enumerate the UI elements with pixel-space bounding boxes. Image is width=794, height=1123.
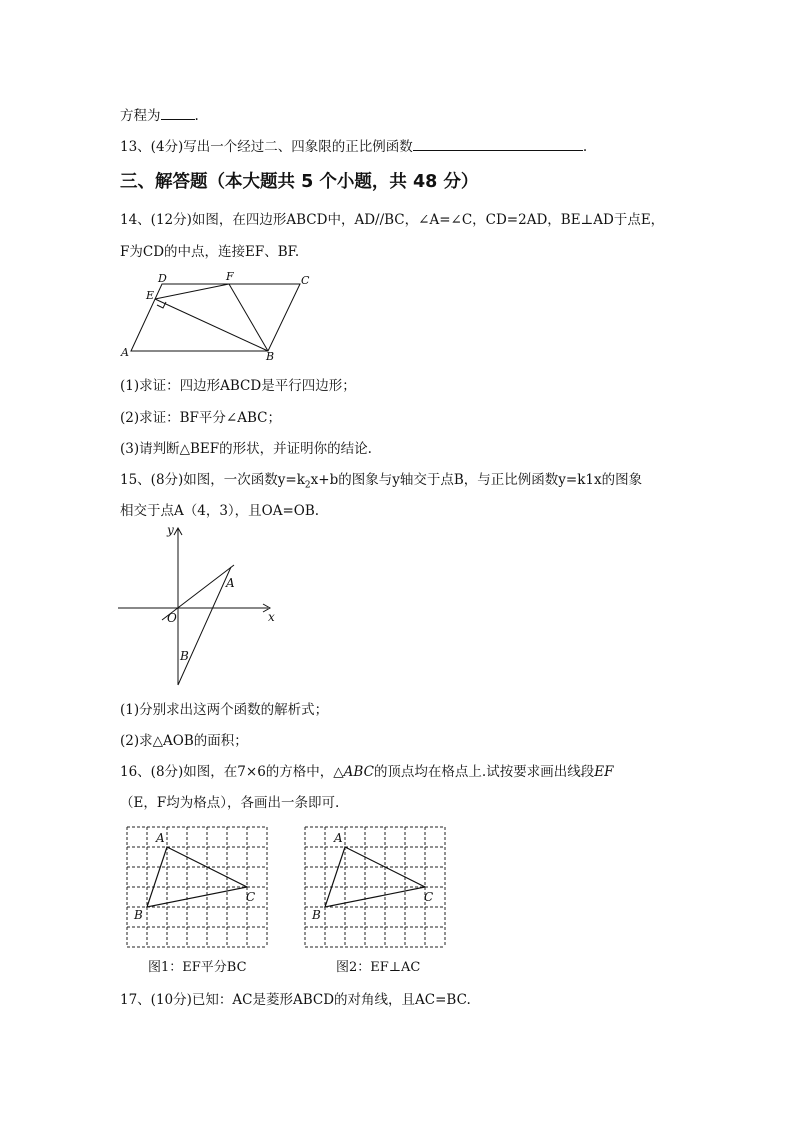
answer-blank xyxy=(161,107,195,120)
q14-sub1: (1)求证：四边形ABCD是平行四边形； xyxy=(120,378,356,394)
label-a: A xyxy=(156,831,165,845)
q14-sub2: (2)求证：BF平分∠ABC； xyxy=(120,410,281,426)
caption-1: 图1：EF平分BC xyxy=(148,960,247,975)
triangle-abc xyxy=(325,847,425,907)
q16-triangle: △ABC xyxy=(333,764,374,780)
label-c: C xyxy=(246,890,256,904)
triangle-abc xyxy=(147,847,247,907)
label-c: C xyxy=(424,890,434,904)
line-ab xyxy=(178,567,231,685)
label-b: B xyxy=(134,908,143,922)
q15-sub1: (1)分别求出这两个函数的解析式； xyxy=(120,702,329,718)
label-d: D xyxy=(158,272,167,285)
q16-grid-2 xyxy=(304,826,446,948)
q14-line1: 14、(12分)如图，在四边形ABCD中，AD//BC，∠A=∠C，CD=2AD，BE⊥AD于点E， xyxy=(120,212,665,228)
label-x: x xyxy=(268,610,275,624)
label-b: B xyxy=(312,908,321,922)
q16-line1-b: 的顶点均在格点上.试按要求画出线段 xyxy=(373,764,595,780)
q15-line1 xyxy=(120,468,642,491)
q15-line1-b: x+b的图象与y轴交于点B，与正比例函数y=k1x的图象 xyxy=(310,472,643,488)
caption-2: 图2：EF⊥AC xyxy=(336,960,421,975)
label-f: F xyxy=(226,270,234,283)
q16-ef: EF xyxy=(594,764,614,780)
q12-tail xyxy=(120,104,199,124)
q14-figure xyxy=(118,268,318,364)
q16-line1 xyxy=(120,760,613,780)
q13-line xyxy=(120,135,587,155)
label-c: C xyxy=(301,274,310,287)
label-a: A xyxy=(334,831,343,845)
label-a: A xyxy=(226,576,235,590)
label-b: B xyxy=(180,649,189,663)
q13-end: . xyxy=(582,139,588,155)
q15-subscript: 2 xyxy=(304,480,311,491)
answer-blank xyxy=(413,138,583,151)
segment-eb xyxy=(155,299,268,351)
q15-line2: 相交于点A（4，3），且OA=OB. xyxy=(120,503,320,519)
label-o: O xyxy=(167,611,177,625)
section-title: 三、解答题（本大题共 5 个小题，共 48 分） xyxy=(120,172,479,192)
label-e: E xyxy=(146,289,155,302)
segment-fb xyxy=(229,284,268,351)
parallelogram-abcd xyxy=(131,284,300,351)
q13-text: 13、(4分)写出一个经过二、四象限的正比例函数 xyxy=(120,139,413,155)
q15-figure xyxy=(118,520,288,690)
q15-sub2: (2)求△AOB的面积； xyxy=(120,733,248,749)
label-b: B xyxy=(266,350,275,363)
q12-tail-end: . xyxy=(194,108,199,124)
q16-grid-1 xyxy=(126,826,268,948)
q15-line1-a: 15、(8分)如图，一次函数y=k xyxy=(120,472,305,488)
q17-line: 17、(10分)已知：AC是菱形ABCD的对角线，且AC=BC. xyxy=(120,992,471,1008)
q14-line2: F为CD的中点，连接EF、BF. xyxy=(120,244,300,260)
label-a: A xyxy=(121,346,129,359)
q16-line2: （E，F均为格点），各画出一条即可. xyxy=(120,795,340,811)
segment-ef xyxy=(155,284,229,299)
q14-sub3: (3)请判断△BEF的形状，并证明你的结论. xyxy=(120,441,372,457)
q12-tail-text: 方程为 xyxy=(120,108,161,124)
q16-line1-a: 16、(8分)如图，在7×6的方格中， xyxy=(120,764,334,780)
label-y: y xyxy=(167,523,174,537)
